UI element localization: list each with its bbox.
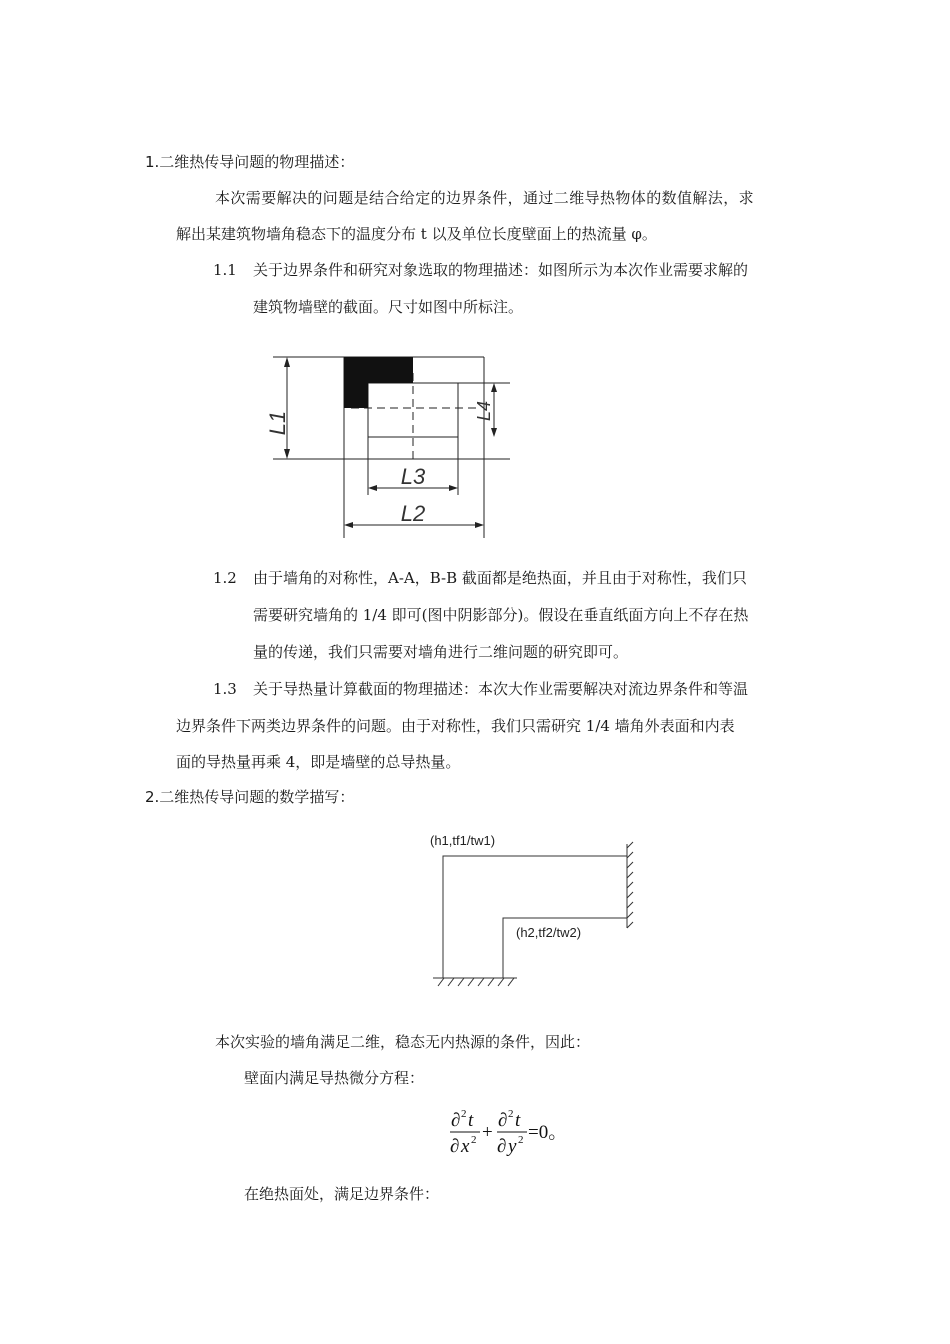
dim-label-l3: L3: [400, 464, 426, 489]
wall-section-figure: [265, 345, 525, 545]
inner-surface-label: (h2,tf2/tw2): [516, 925, 582, 940]
svg-text:t: t: [515, 1110, 521, 1131]
svg-text:2: 2: [461, 1108, 467, 1120]
dim-label-l4: L4: [474, 400, 494, 422]
subsection-1-3-line-3: 面的导热量再乘 4，即是墙壁的总导热量。: [176, 753, 461, 771]
subsection-1-3-line-2: 边界条件下两类边界条件的问题。由于对称性，我们只需研究 1/4 墙角外表面和内表: [176, 717, 735, 735]
dim-label-l2: L2: [400, 501, 426, 526]
svg-text:∂: ∂: [498, 1110, 508, 1131]
subsection-1-1-number: 1.1: [213, 261, 237, 279]
svg-text:2: 2: [518, 1134, 524, 1146]
boundary-condition-figure: [420, 828, 650, 993]
shaded-quarter-region: [344, 357, 413, 408]
subsection-1-3-line-1: 关于导热量计算截面的物理描述：本次大作业需要解决对流边界条件和等温: [253, 680, 749, 698]
svg-text:2: 2: [471, 1134, 477, 1146]
condition-line: 本次实验的墙角满足二维，稳态无内热源的条件，因此：: [215, 1033, 591, 1051]
adiabatic-line: 在绝热面处，满足边界条件：: [244, 1185, 440, 1203]
subsection-1-2-number: 1.2: [213, 569, 237, 587]
subsection-1-3-number: 1.3: [213, 680, 237, 698]
heat-equation: [446, 1104, 576, 1160]
outer-surface-label: (h1,tf1/tw1): [430, 833, 496, 848]
equation-intro: 壁面内满足导热微分方程：: [244, 1069, 425, 1087]
svg-text:∂: ∂: [497, 1136, 507, 1157]
svg-text:2: 2: [508, 1108, 514, 1120]
svg-text:∂: ∂: [450, 1136, 460, 1157]
intro-line-1: 本次需要解决的问题是结合给定的边界条件，通过二维导热物体的数值解法，求: [215, 189, 755, 207]
equation-rhs: =0。: [528, 1122, 568, 1143]
svg-text:+: +: [482, 1122, 493, 1143]
subsection-1-2-line-1: 由于墙角的对称性，A-A，B-B 截面都是绝热面，并且由于对称性，我们只: [253, 569, 747, 587]
subsection-1-2-line-3: 量的传递，我们只需要对墙角进行二维问题的研究即可。: [253, 643, 629, 661]
subsection-1-1-line-1: 关于边界条件和研究对象选取的物理描述：如图所示为本次作业需要求解的: [253, 261, 749, 279]
svg-text:y: y: [508, 1136, 517, 1157]
svg-text:t: t: [468, 1110, 474, 1131]
svg-text:x: x: [461, 1136, 470, 1157]
subsection-1-2-line-2: 需要研究墙角的 1/4 即可(图中阴影部分)。假设在垂直纸面方向上不存在热: [253, 606, 749, 624]
dim-label-l1: L1: [265, 410, 290, 436]
subsection-1-1-line-2: 建筑物墙壁的截面。尺寸如图中所标注。: [253, 298, 524, 316]
intro-line-2: 解出某建筑物墙角稳态下的温度分布 t 以及单位长度壁面上的热流量 φ。: [176, 225, 657, 243]
svg-text:∂: ∂: [451, 1110, 461, 1131]
section1-heading: 1.二维热传导问题的物理描述：: [145, 153, 355, 171]
section2-heading: 2.二维热传导问题的数学描写：: [145, 788, 355, 806]
